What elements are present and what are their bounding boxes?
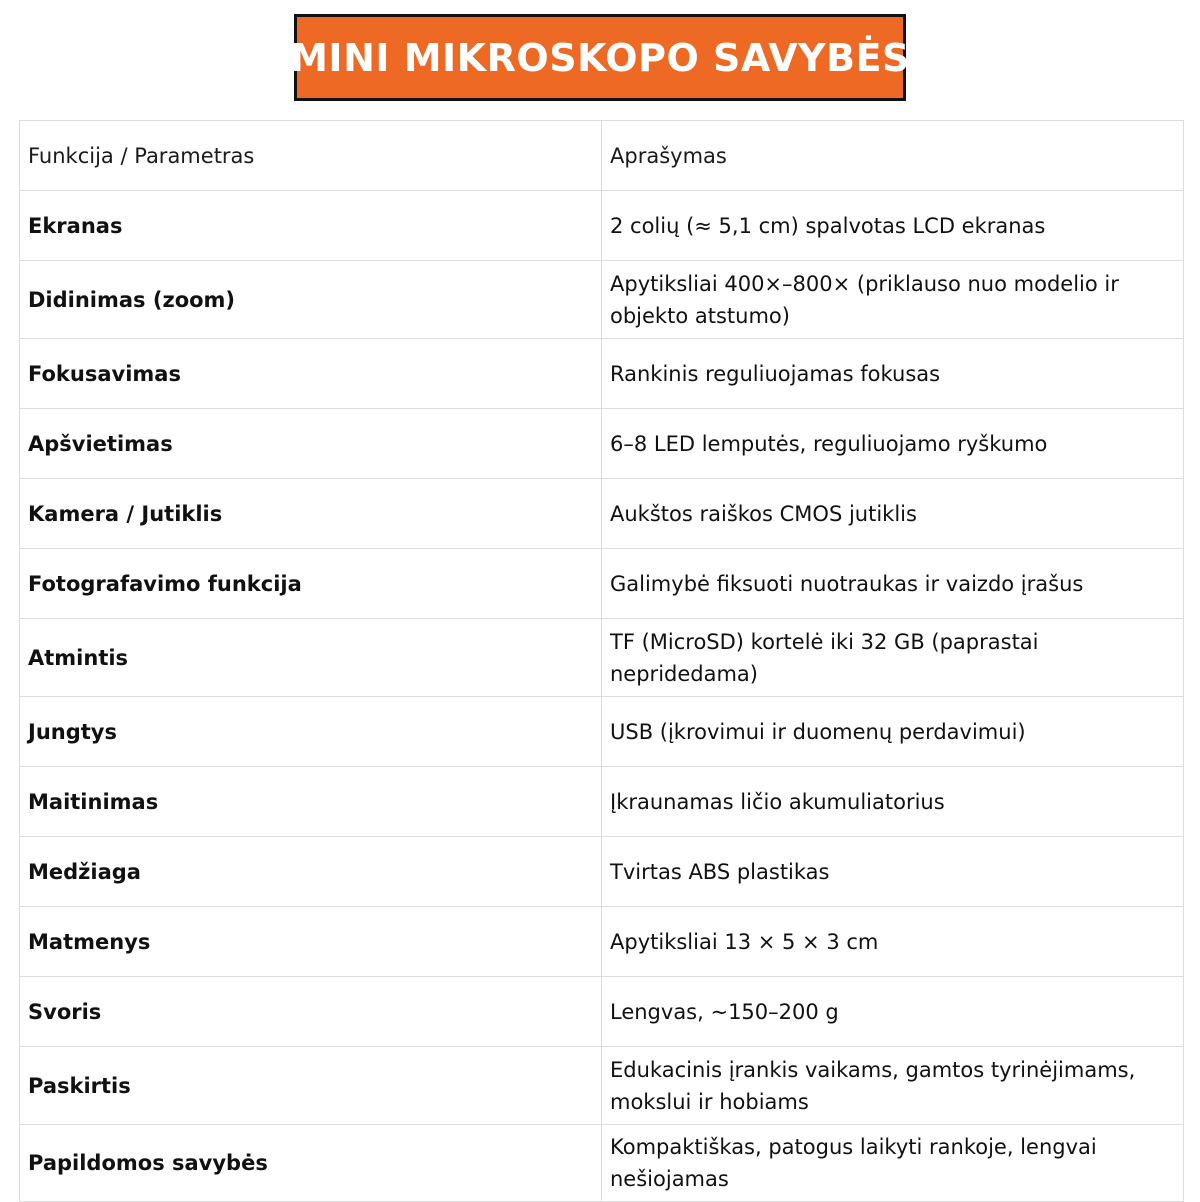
table-header-row [20,121,1184,191]
description-cell: TF (MicroSD) kortelė iki 32 GB (paprastai nepridedama) [602,619,1184,697]
description-cell: 2 colių (≈ 5,1 cm) spalvotas LCD ekranas [602,191,1184,261]
description-cell: Aukštos raiškos CMOS jutiklis [602,479,1184,549]
description-cell: 6–8 LED lemputės, reguliuojamo ryškumo [602,409,1184,479]
table-row [20,191,1184,261]
table-row [20,479,1184,549]
parameter-cell: Medžiaga [20,837,602,907]
description-cell: Galimybė fiksuoti nuotraukas ir vaizdo įrašus [602,549,1184,619]
description-cell: Edukacinis įrankis vaikams, gamtos tyrinėjimams, mokslui ir hobiams [602,1047,1184,1125]
description-cell: Kompaktiškas, patogus laikyti rankoje, lengvai nešiojamas [602,1125,1184,1202]
parameter-cell: Atmintis [20,619,602,697]
table-row [20,697,1184,767]
description-cell: Tvirtas ABS plastikas [602,837,1184,907]
title-banner [290,14,910,101]
table-row [20,1047,1184,1125]
parameter-cell: Didinimas (zoom) [20,261,602,339]
parameter-cell: Ekranas [20,191,602,261]
description-cell: Įkraunamas ličio akumuliatorius [602,767,1184,837]
description-cell: Lengvas, ~150–200 g [602,977,1184,1047]
table-row [20,339,1184,409]
table-row [20,977,1184,1047]
header-description: Aprašymas [602,121,1184,191]
table-row [20,619,1184,697]
header-parameter: Funkcija / Parametras [20,121,602,191]
table-row [20,837,1184,907]
parameter-cell: Fotografavimo funkcija [20,549,602,619]
parameter-cell: Jungtys [20,697,602,767]
table-row [20,907,1184,977]
parameter-cell: Svoris [20,977,602,1047]
parameter-cell: Papildomos savybės [20,1125,602,1202]
parameter-cell: Fokusavimas [20,339,602,409]
table-row [20,549,1184,619]
parameter-cell: Maitinimas [20,767,602,837]
parameter-cell: Matmenys [20,907,602,977]
parameter-cell: Apšvietimas [20,409,602,479]
description-cell: Rankinis reguliuojamas fokusas [602,339,1184,409]
spec-table [19,120,1184,1202]
table-row [20,1125,1184,1202]
table-row [20,261,1184,339]
description-cell: USB (įkrovimui ir duomenų perdavimui) [602,697,1184,767]
table-row [20,409,1184,479]
table-row [20,767,1184,837]
description-cell: Apytiksliai 400×–800× (priklauso nuo modelio ir objekto atstumo) [602,261,1184,339]
description-cell: Apytiksliai 13 × 5 × 3 cm [602,907,1184,977]
parameter-cell: Paskirtis [20,1047,602,1125]
page-title: MINI MIKROSKOPO SAVYBĖS [290,35,910,80]
parameter-cell: Kamera / Jutiklis [20,479,602,549]
